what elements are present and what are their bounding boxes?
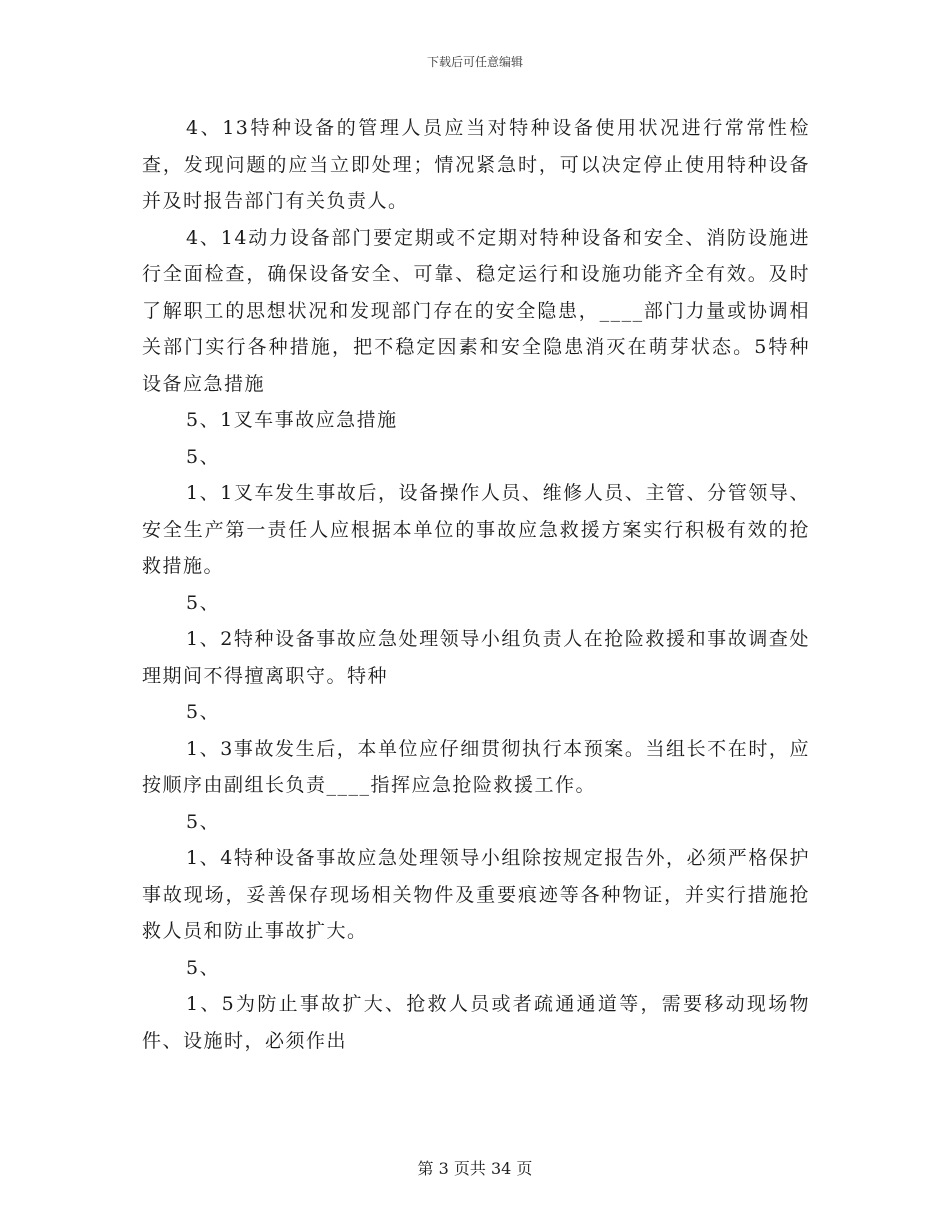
page-number: 第 3 页共 34 页 [417,1159,533,1178]
paragraph: 1、3事故发生后，本单位应仔细贯彻执行本预案。当组长不在时，应按顺序由副组长负责____指挥应急抢险救援工作。 [142,737,810,796]
paragraph: 5、 [186,445,221,468]
paragraph: 5、 [186,810,221,833]
paragraph: 4、13特种设备的管理人员应当对特种设备使用状况进行常常性检查，发现问题的应当立即处理；情况紧急时，可以决定停止使用特种设备并及时报告部门有关负责人。 [142,117,810,212]
paragraph: 4、14动力设备部门要定期或不定期对特种设备和安全、消防设施进行全面检查，确保设备安全、可靠、稳定运行和设施功能齐全有效。及时了解职工的思想状况和发现部门存在的安全隐患，____部门力量或协调相关部门实行各种措施，把不稳定因素和安全隐患消灭在萌芽状态。5特种设备应急措施 [142,226,810,395]
paragraph: 1、5为防止事故扩大、抢救人员或者疏通通道等，需要移动现场物件、设施时，必须作出 [142,993,810,1052]
paragraph: 1、2特种设备事故应急处理领导小组负责人在抢险救援和事故调查处理期间不得擅离职守。特种 [142,628,810,687]
paragraph: 5、1叉车事故应急措施 [186,409,398,431]
paragraph: 5、 [186,701,221,723]
document-body [142,110,810,1059]
paragraph: 1、4特种设备事故应急处理领导小组除按规定报告外，必须严格保护事故现场，妥善保存现场相关物件及重要痕迹等各种物证，并实行措施抢救人员和防止事故扩大。 [142,847,810,942]
header-note: 下载后可任意编辑 [426,55,523,69]
paragraph: 5、 [186,591,221,614]
paragraph: 5、 [186,956,221,979]
paragraph: 1、1叉车发生事故后，设备操作人员、维修人员、主管、分管领导、安全生产第一责任人应根据本单位的事故应急救援方案实行积极有效的抢救措施。 [142,482,810,577]
